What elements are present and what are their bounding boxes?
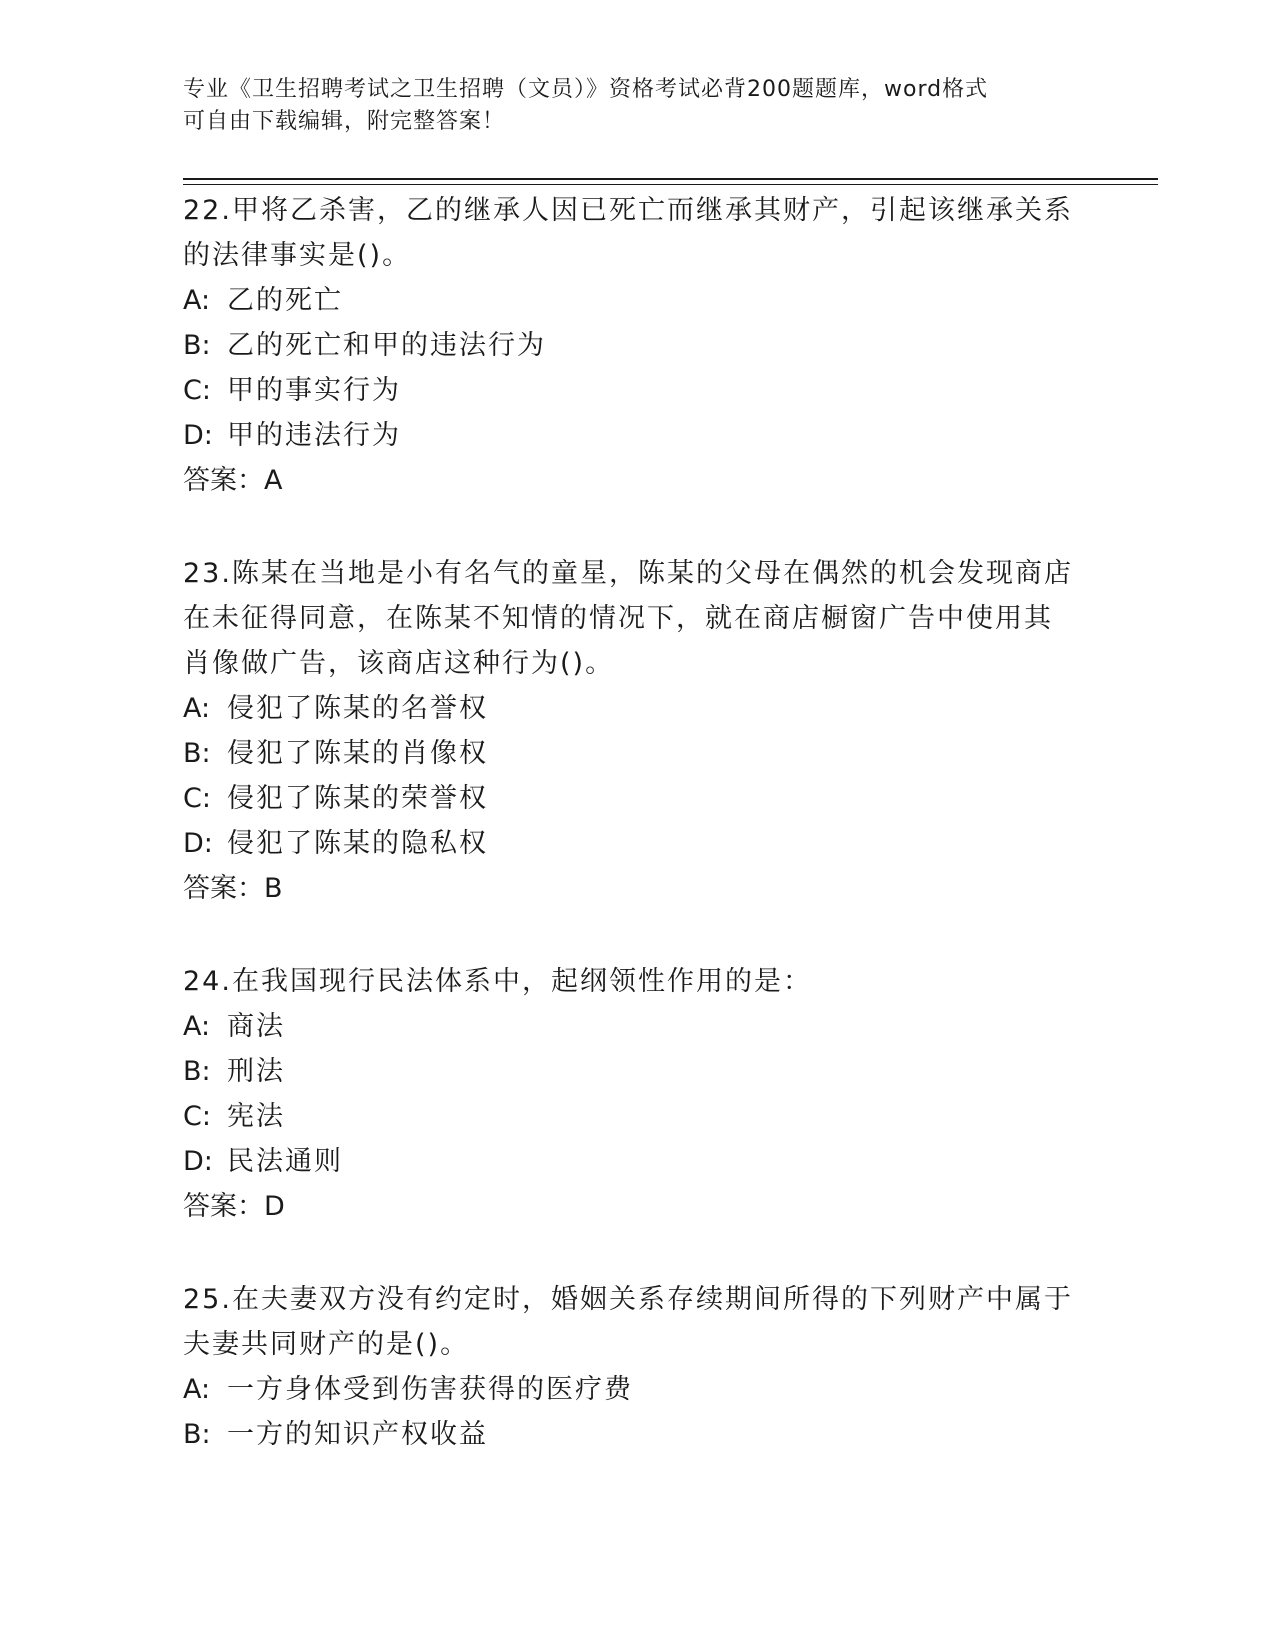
header-rule-bottom [183, 184, 1158, 185]
answer-option [183, 1004, 1083, 1049]
header-rule-top [183, 178, 1158, 180]
answer-option [183, 686, 1083, 731]
option-key: D: [183, 1146, 213, 1177]
answer-option [183, 821, 1083, 866]
answer-option [183, 278, 1083, 323]
answer-label: 答案： [183, 1191, 264, 1222]
option-key: B: [183, 738, 211, 769]
question-block [183, 959, 1083, 1229]
answer-option [183, 1094, 1083, 1139]
option-text: 民法通则 [227, 1146, 343, 1177]
answer-option [183, 368, 1083, 413]
option-key: B: [183, 1056, 211, 1087]
answer-option [183, 323, 1083, 368]
option-text: 一方的知识产权收益 [227, 1419, 488, 1450]
header-line-2: 可自由下载编辑，附完整答案！ [183, 109, 506, 134]
answer-option [183, 1412, 1083, 1457]
question-block [183, 188, 1083, 503]
option-key: A: [183, 693, 211, 724]
answer-option [183, 776, 1083, 821]
question-stem-line: 在未征得同意，在陈某不知情的情况下，就在商店橱窗广告中使用其 [183, 603, 1053, 634]
option-key: A: [183, 285, 211, 316]
option-text: 侵犯了陈某的隐私权 [227, 828, 488, 859]
option-text: 宪法 [227, 1101, 285, 1132]
answer-value: A [264, 465, 283, 496]
question-block [183, 551, 1083, 911]
option-text: 刑法 [227, 1056, 285, 1087]
answer-line [183, 458, 1083, 503]
question-stem-line: 25.在夫妻双方没有约定时，婚姻关系存续期间所得的下列财产中属于 [183, 1284, 1073, 1315]
answer-option [183, 1139, 1083, 1184]
question-stem-line: 23.陈某在当地是小有名气的童星，陈某的父母在偶然的机会发现商店 [183, 558, 1073, 589]
header-line-1: 专业《卫生招聘考试之卫生招聘（文员）》资格考试必背200题题库，word格式 [183, 77, 989, 102]
option-text: 侵犯了陈某的荣誉权 [227, 783, 488, 814]
answer-label: 答案： [183, 465, 264, 496]
option-key: D: [183, 420, 213, 451]
question-stem-line: 22.甲将乙杀害，乙的继承人因已死亡而继承其财产，引起该继承关系 [183, 195, 1073, 226]
option-key: A: [183, 1011, 211, 1042]
question-stem-line: 24.在我国现行民法体系中，起纲领性作用的是： [183, 966, 812, 997]
question-block [183, 1277, 1083, 1457]
question-list [183, 188, 1083, 1457]
answer-option [183, 1049, 1083, 1094]
answer-label: 答案： [183, 873, 264, 904]
answer-value: D [264, 1191, 285, 1222]
option-text: 侵犯了陈某的名誉权 [227, 693, 488, 724]
option-key: D: [183, 828, 213, 859]
option-text: 商法 [227, 1011, 285, 1042]
option-key: B: [183, 1419, 211, 1450]
option-text: 一方身体受到伤害获得的医疗费 [227, 1374, 633, 1405]
option-key: C: [183, 1101, 211, 1132]
question-stem-line: 肖像做广告，该商店这种行为()。 [183, 648, 615, 679]
option-text: 甲的违法行为 [227, 420, 401, 451]
option-key: A: [183, 1374, 211, 1405]
option-key: C: [183, 783, 211, 814]
answer-option [183, 731, 1083, 776]
option-key: B: [183, 330, 211, 361]
answer-line [183, 866, 1083, 911]
answer-option [183, 413, 1083, 458]
answer-option [183, 1367, 1083, 1412]
option-text: 侵犯了陈某的肖像权 [227, 738, 488, 769]
option-key: C: [183, 375, 211, 406]
option-text: 乙的死亡 [227, 285, 343, 316]
page-header [183, 74, 1083, 138]
question-stem-line: 的法律事实是()。 [183, 240, 412, 271]
question-stem-line: 夫妻共同财产的是()。 [183, 1329, 470, 1360]
option-text: 甲的事实行为 [227, 375, 401, 406]
answer-value: B [264, 873, 283, 904]
answer-line [183, 1184, 1083, 1229]
option-text: 乙的死亡和甲的违法行为 [227, 330, 546, 361]
